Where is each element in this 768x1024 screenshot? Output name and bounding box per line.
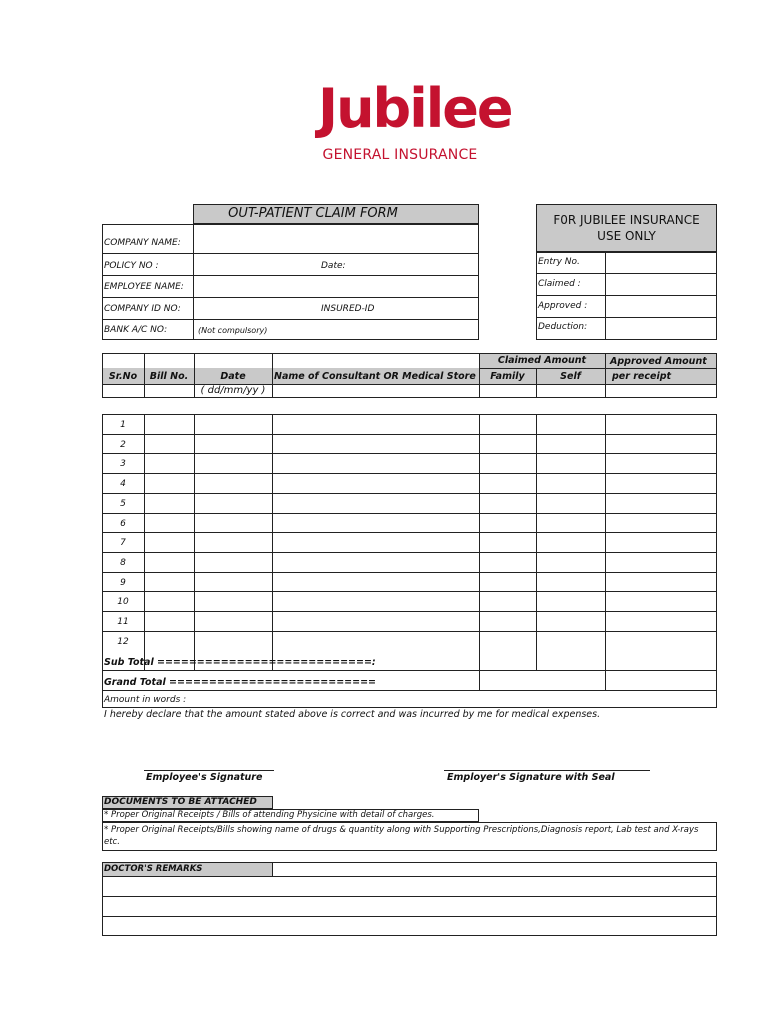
family-cell[interactable] [480, 573, 535, 591]
bill-cell[interactable] [145, 474, 193, 492]
self-cell[interactable] [537, 415, 604, 433]
grand-total-label: Grand Total ========================== [104, 677, 377, 688]
row-number: 2 [120, 439, 126, 450]
approved-cell[interactable] [606, 474, 716, 492]
self-cell[interactable] [537, 573, 604, 591]
bill-cell[interactable] [145, 533, 193, 551]
self-cell[interactable] [537, 494, 604, 512]
consultant-header: Name of Consultant OR Medical Store [274, 371, 476, 382]
employee-name-field[interactable] [194, 276, 478, 296]
employee-name-label: EMPLOYEE NAME: [104, 282, 184, 292]
policy-no-label: POLICY NO : [104, 261, 159, 271]
date-cell[interactable] [195, 632, 271, 650]
company-id-label: COMPANY ID NO: [104, 304, 181, 314]
consultant-cell[interactable] [273, 514, 478, 532]
date-cell[interactable] [195, 494, 271, 512]
claimed-label: Claimed : [538, 279, 581, 289]
date-cell[interactable] [195, 474, 271, 492]
family-cell[interactable] [480, 454, 535, 472]
claimed-amount-header: Claimed Amount [497, 355, 587, 366]
employee-signature-line[interactable] [144, 770, 274, 771]
remarks-line-2[interactable] [103, 897, 716, 915]
consultant-cell[interactable] [273, 435, 478, 453]
insured-id-field[interactable] [384, 298, 478, 318]
self-cell[interactable] [537, 612, 604, 630]
date-label: Date: [321, 261, 346, 271]
row-number: 10 [117, 597, 129, 608]
approved-cell[interactable] [606, 415, 716, 433]
not-compulsory-note: (Not compulsory) [198, 326, 268, 335]
company-name-label: COMPANY NAME: [104, 238, 181, 248]
row-number: 9 [120, 577, 126, 588]
date-cell[interactable] [195, 612, 271, 630]
self-cell[interactable] [537, 514, 604, 532]
jubilee-logo: Jubilee [318, 77, 512, 140]
per-receipt-header: per receipt [612, 371, 672, 382]
family-cell[interactable] [480, 474, 535, 492]
bill-cell[interactable] [145, 494, 193, 512]
row-number: 4 [120, 479, 126, 490]
date-cell[interactable] [195, 573, 271, 591]
approved-field[interactable] [606, 296, 716, 316]
self-cell[interactable] [537, 553, 604, 571]
bill-cell[interactable] [145, 435, 193, 453]
row-number: 3 [120, 459, 126, 470]
bank-ac-label: BANK A/C NO: [104, 325, 168, 335]
family-header: Family [490, 371, 525, 382]
consultant-cell[interactable] [273, 494, 478, 512]
bill-cell[interactable] [145, 573, 193, 591]
logo-subtitle: GENERAL INSURANCE [322, 147, 478, 163]
family-cell[interactable] [480, 494, 535, 512]
approved-cell[interactable] [606, 573, 716, 591]
doctor-remarks-title: DOCTOR'S REMARKS [104, 864, 203, 874]
remarks-line-3[interactable] [103, 917, 716, 935]
office-use-title-2: USE ONLY [597, 229, 656, 243]
date-cell[interactable] [195, 435, 271, 453]
row-number: 6 [120, 518, 126, 529]
consultant-cell[interactable] [273, 533, 478, 551]
family-cell[interactable] [480, 533, 535, 551]
deduction-label: Deduction: [538, 322, 588, 332]
company-name-field[interactable] [194, 225, 478, 252]
bill-cell[interactable] [145, 553, 193, 571]
consultant-cell[interactable] [273, 573, 478, 591]
employee-signature-label: Employee's Signature [146, 772, 263, 783]
approved-cell[interactable] [606, 435, 716, 453]
approved-cell[interactable] [606, 592, 716, 610]
family-cell[interactable] [480, 514, 535, 532]
bill-no-header: Bill No. [149, 371, 189, 382]
company-id-field[interactable] [194, 298, 314, 318]
date-field[interactable] [350, 254, 478, 274]
remarks-line-1[interactable] [103, 877, 716, 895]
row-number: 8 [120, 557, 126, 568]
consultant-cell[interactable] [273, 612, 478, 630]
bill-cell[interactable] [145, 632, 193, 650]
sr-no-header: Sr.No [108, 371, 138, 382]
row-number: 11 [117, 617, 129, 627]
deduction-field[interactable] [606, 318, 716, 339]
date-header: Date [220, 371, 246, 382]
date-cell[interactable] [195, 514, 271, 532]
date-cell[interactable] [195, 415, 271, 433]
family-cell[interactable] [480, 553, 535, 571]
consultant-cell[interactable] [273, 592, 478, 610]
date-cell[interactable] [195, 454, 271, 472]
date-cell[interactable] [195, 592, 271, 610]
approved-cell[interactable] [606, 553, 716, 571]
consultant-cell[interactable] [273, 415, 478, 433]
documents-item-2: * Proper Original Receipts/Bills showing name of drugs & quantity along with Supporting Prescriptions,Diagnosis report, Lab test and X-rays etc. [104, 825, 699, 847]
documents-title: DOCUMENTS TO BE ATTACHED [104, 797, 257, 807]
approved-cell[interactable] [606, 494, 716, 512]
entry-no-field[interactable] [606, 253, 716, 273]
approved-cell[interactable] [606, 632, 716, 650]
bill-cell[interactable] [145, 415, 193, 433]
row-number: 12 [117, 636, 129, 647]
consultant-cell[interactable] [273, 553, 478, 571]
family-cell[interactable] [480, 612, 535, 630]
self-cell[interactable] [537, 435, 604, 453]
entry-no-label: Entry No. [538, 257, 580, 267]
office-use-title-1: F0R JUBILEE INSURANCE [553, 213, 700, 227]
self-cell[interactable] [537, 592, 604, 610]
form-title: OUT-PATIENT CLAIM FORM [228, 206, 398, 221]
self-cell[interactable] [537, 533, 604, 551]
bill-cell[interactable] [145, 612, 193, 630]
policy-no-field[interactable] [194, 254, 314, 274]
self-cell[interactable] [537, 454, 604, 472]
date-format-hint: ( dd/mm/yy ) [200, 385, 266, 396]
consultant-cell[interactable] [273, 632, 478, 650]
declaration-text: I hereby declare that the amount stated above is correct and was incurred by me for medical expenses. [104, 709, 601, 720]
approved-cell[interactable] [606, 454, 716, 472]
row-number: 5 [120, 498, 126, 509]
date-cell[interactable] [195, 553, 271, 571]
consultant-cell[interactable] [273, 454, 478, 472]
sub-total-label: Sub Total ===========================: [104, 657, 376, 668]
bill-cell[interactable] [145, 592, 193, 610]
insured-id-label: INSURED-ID [321, 304, 375, 314]
date-cell[interactable] [195, 533, 271, 551]
employer-signature-label: Employer's Signature with Seal [447, 772, 615, 783]
approved-cell[interactable] [606, 514, 716, 532]
family-cell[interactable] [480, 632, 535, 650]
documents-item-1: * Proper Original Receipts / Bills of attending Physicine with detail of charges. [104, 810, 435, 820]
self-cell[interactable] [537, 474, 604, 492]
row-number: 7 [120, 538, 126, 549]
family-cell[interactable] [480, 415, 535, 433]
row-number: 1 [120, 420, 126, 430]
amount-in-words-label: Amount in words : [104, 695, 187, 705]
self-cell[interactable] [537, 632, 604, 650]
self-header: Self [560, 371, 581, 382]
claimed-field[interactable] [606, 274, 716, 294]
consultant-cell[interactable] [273, 474, 478, 492]
family-cell[interactable] [480, 435, 535, 453]
family-cell[interactable] [480, 592, 535, 610]
approved-cell[interactable] [606, 612, 716, 630]
approved-label: Approved : [538, 301, 588, 311]
bill-cell[interactable] [145, 514, 193, 532]
employer-signature-line[interactable] [444, 770, 650, 771]
bill-cell[interactable] [145, 454, 193, 472]
approved-cell[interactable] [606, 533, 716, 551]
approved-amount-header: Approved Amount [610, 356, 707, 367]
